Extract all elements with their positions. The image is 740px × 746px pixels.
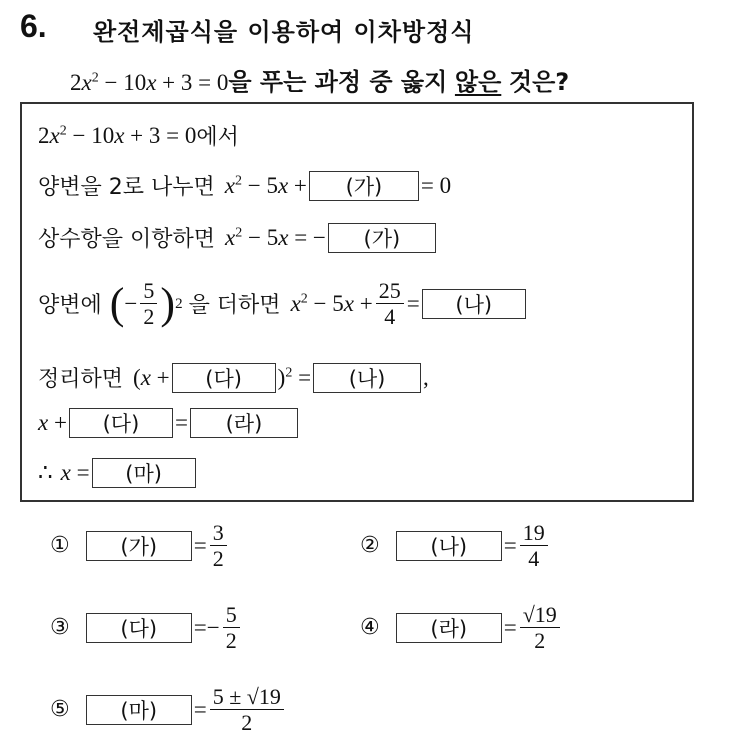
option-2[interactable]: ② (나) = $\frac{19}{4}$ bbox=[360, 520, 551, 572]
blank-ma: (마) bbox=[92, 458, 196, 488]
option-4-blank: (라) bbox=[396, 613, 502, 643]
row2-text: 양변을 2로 나누면 bbox=[38, 175, 215, 200]
option-5-marker: ⑤ bbox=[50, 697, 70, 723]
option-1-num: 3 bbox=[210, 520, 227, 546]
option-3-marker: ③ bbox=[50, 615, 70, 641]
option-5-blank: (마) bbox=[86, 695, 192, 725]
blank-na: (나) bbox=[422, 289, 526, 319]
option-1-marker: ① bbox=[50, 533, 70, 559]
blank-ga: (가) bbox=[309, 171, 419, 201]
option-4-den: 2 bbox=[534, 628, 546, 654]
option-4[interactable]: ④ (라) = $\frac{√19}{2}$ bbox=[360, 602, 563, 654]
option-2-den: 4 bbox=[528, 546, 540, 572]
option-3-num: 5 bbox=[223, 602, 240, 628]
box-row-6: x + (다) = (라) bbox=[38, 408, 300, 438]
solution-box bbox=[20, 102, 694, 502]
row5-text: 정리하면 bbox=[38, 367, 124, 392]
question-line-2-end: 것은? bbox=[508, 68, 570, 96]
blank-da-2: (다) bbox=[69, 408, 173, 438]
box-row-2: 양변을 2로 나누면 $x^2 - 5x$ + (가) = 0 bbox=[38, 170, 451, 201]
question-line-2: $2x^2 - 10x + 3 = 0$을 푸는 과정 중 옳지 않은 것은? bbox=[70, 68, 570, 96]
blank-ra: (라) bbox=[190, 408, 298, 438]
option-1[interactable]: ① (가) = $\frac{3}{2}$ bbox=[50, 520, 230, 572]
option-5[interactable]: ⑤ (마) = $\frac{5 \pm √19}{2}$ bbox=[50, 684, 287, 736]
row4-mid-text: 을 더하면 bbox=[188, 293, 281, 319]
question-number: 6. bbox=[20, 8, 47, 44]
option-4-marker: ④ bbox=[360, 615, 380, 641]
blank-na-2: (나) bbox=[313, 363, 421, 393]
row4-text: 양변에 bbox=[38, 293, 102, 319]
option-3[interactable]: ③ (다) =− $\frac{5}{2}$ bbox=[50, 602, 243, 654]
box-row-5: 정리하면 (x + (다) )$^2$ = (나) , bbox=[38, 362, 429, 393]
option-5-den: 2 bbox=[241, 710, 253, 736]
option-2-blank: (나) bbox=[396, 531, 502, 561]
option-2-num: 19 bbox=[520, 520, 548, 546]
option-4-num: √19 bbox=[520, 602, 560, 628]
option-3-blank: (다) bbox=[86, 613, 192, 643]
blank-ga-2: (가) bbox=[328, 223, 436, 253]
row3-text: 상수항을 이항하면 bbox=[38, 227, 216, 252]
row1-text: 에서 bbox=[196, 125, 239, 150]
box-row-4: 양변에 ( − $\frac{5}{2}$ ) 2 을 더하면 $x^2 - 5x$ + $\frac{25}{4}$ = (나) bbox=[38, 278, 528, 330]
therefore-symbol: ∴ bbox=[38, 460, 53, 485]
option-5-num: 5 ± √19 bbox=[210, 684, 284, 710]
underlined-word: 않은 bbox=[454, 68, 502, 96]
option-3-den: 2 bbox=[225, 628, 237, 654]
option-2-marker: ② bbox=[360, 533, 380, 559]
option-1-blank: (가) bbox=[86, 531, 192, 561]
box-row-7: ∴ x = (마) bbox=[38, 458, 198, 488]
question-line-1: 완전제곱식을 이용하여 이차방정식 bbox=[93, 18, 475, 46]
question-line-2-text: 을 푸는 과정 중 옳지 bbox=[228, 68, 448, 96]
option-1-den: 2 bbox=[212, 546, 224, 572]
box-row-3: 상수항을 이항하면 $x^2 - 5x$ = − (가) bbox=[38, 222, 438, 253]
blank-da: (다) bbox=[172, 363, 276, 393]
box-row-1: $2x^2 - 10x + 3 = 0$ 에서 bbox=[38, 120, 239, 151]
